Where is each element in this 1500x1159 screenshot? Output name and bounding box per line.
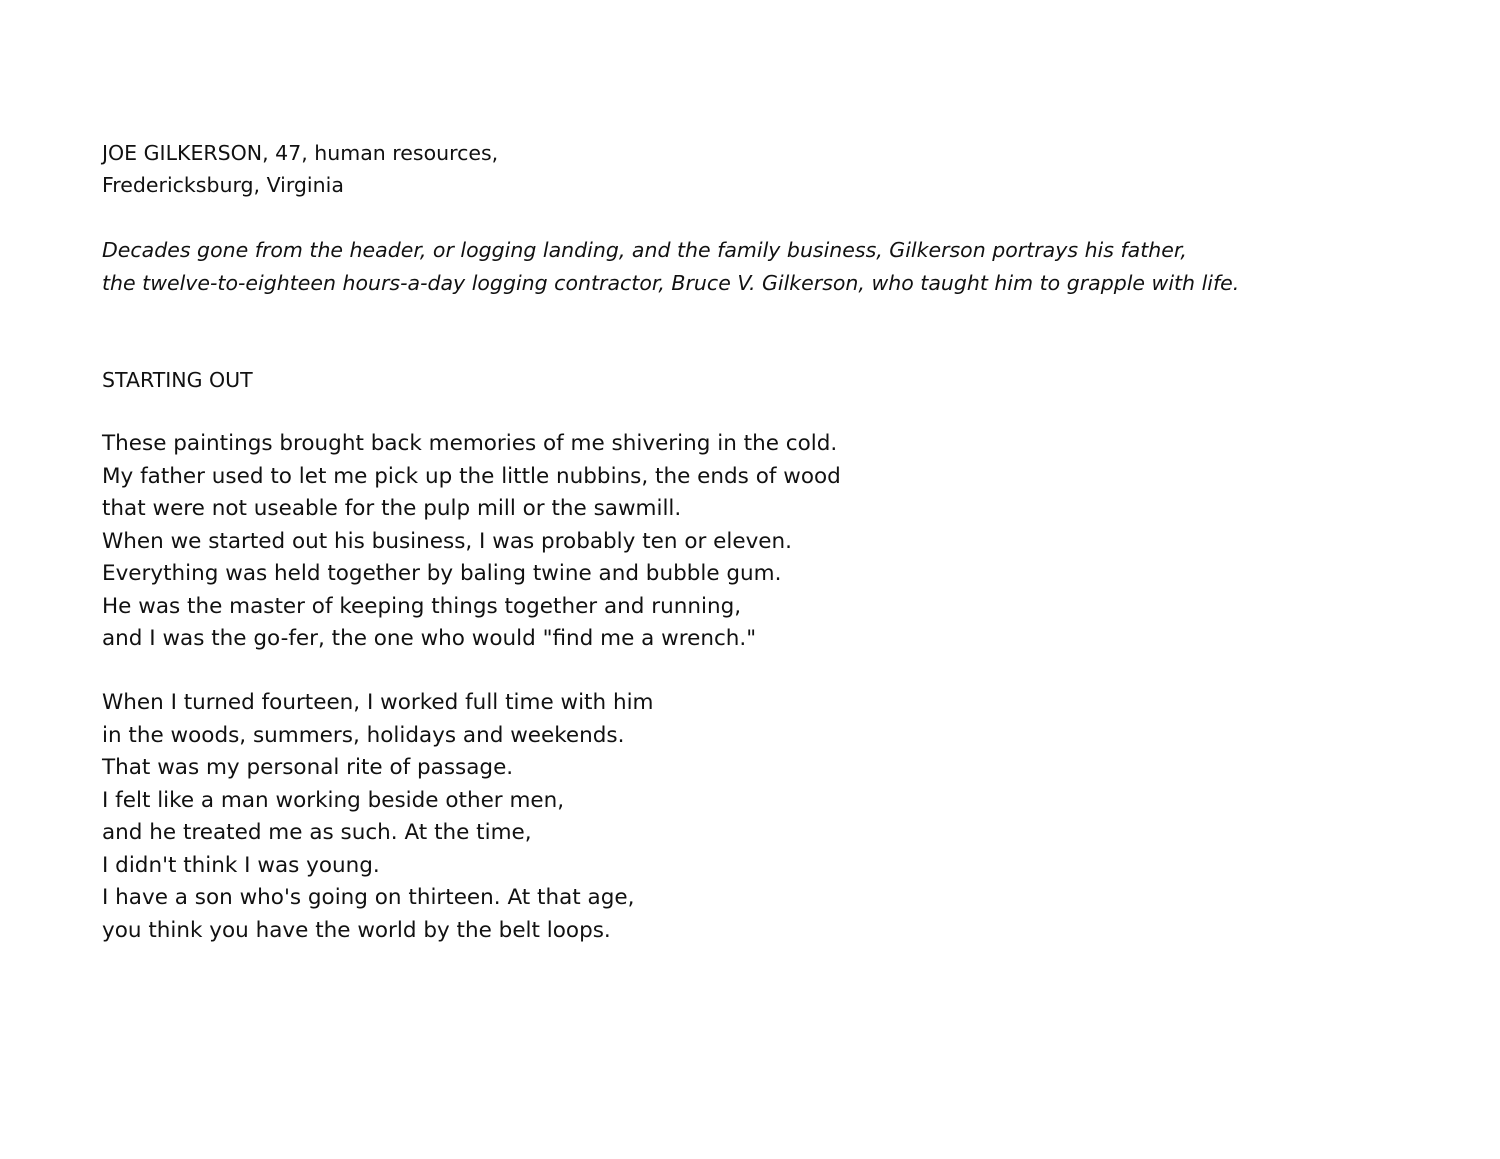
stanza-line: When I turned fourteen, I worked full time with him	[102, 690, 654, 715]
stanza-line: That was my personal rite of passage.	[102, 755, 514, 780]
stanza-line: you think you have the world by the belt loops.	[102, 917, 611, 943]
author-location-line: Fredericksburg, Virginia	[102, 173, 344, 197]
stanza-line: He was the master of keeping things together and running,	[102, 593, 742, 619]
intro-line: the twelve-to-eighteen hours-a-day logging contractor, Bruce V. Gilkerson, who taught him to grapple with life.	[102, 271, 1240, 295]
stanza-line: I didn't think I was young.	[102, 852, 380, 878]
section-heading	[102, 364, 253, 396]
stanza-line: and he treated me as such. At the time,	[102, 820, 532, 845]
stanza-1	[102, 428, 841, 656]
intro-line: Decades gone from the header, or logging landing, and the family business, Gilkerson portrays his father,	[102, 238, 1187, 262]
author-header	[102, 137, 498, 201]
stanza-line: and I was the go-fer, the one who would "find me a wrench."	[102, 626, 757, 651]
stanza-line: in the woods, summers, holidays and weekends.	[102, 722, 625, 748]
section-title: STARTING OUT	[102, 368, 253, 392]
stanza-line: I felt like a man working beside other men,	[102, 787, 565, 813]
stanza-line: These paintings brought back memories of me shivering in the cold.	[102, 431, 838, 456]
stanza-line: that were not useable for the pulp mill or the sawmill.	[102, 496, 682, 521]
stanza-line: My father used to let me pick up the little nubbins, the ends of wood	[102, 463, 841, 489]
author-name-line: JOE GILKERSON, 47, human resources,	[102, 141, 499, 165]
stanza-2	[102, 687, 654, 947]
stanza-line: Everything was held together by baling twine and bubble gum.	[102, 561, 782, 586]
stanza-line: When we started out his business, I was probably ten or eleven.	[102, 528, 792, 554]
stanza-line: I have a son who's going on thirteen. At that age,	[102, 885, 635, 910]
intro-paragraph	[102, 234, 1239, 300]
